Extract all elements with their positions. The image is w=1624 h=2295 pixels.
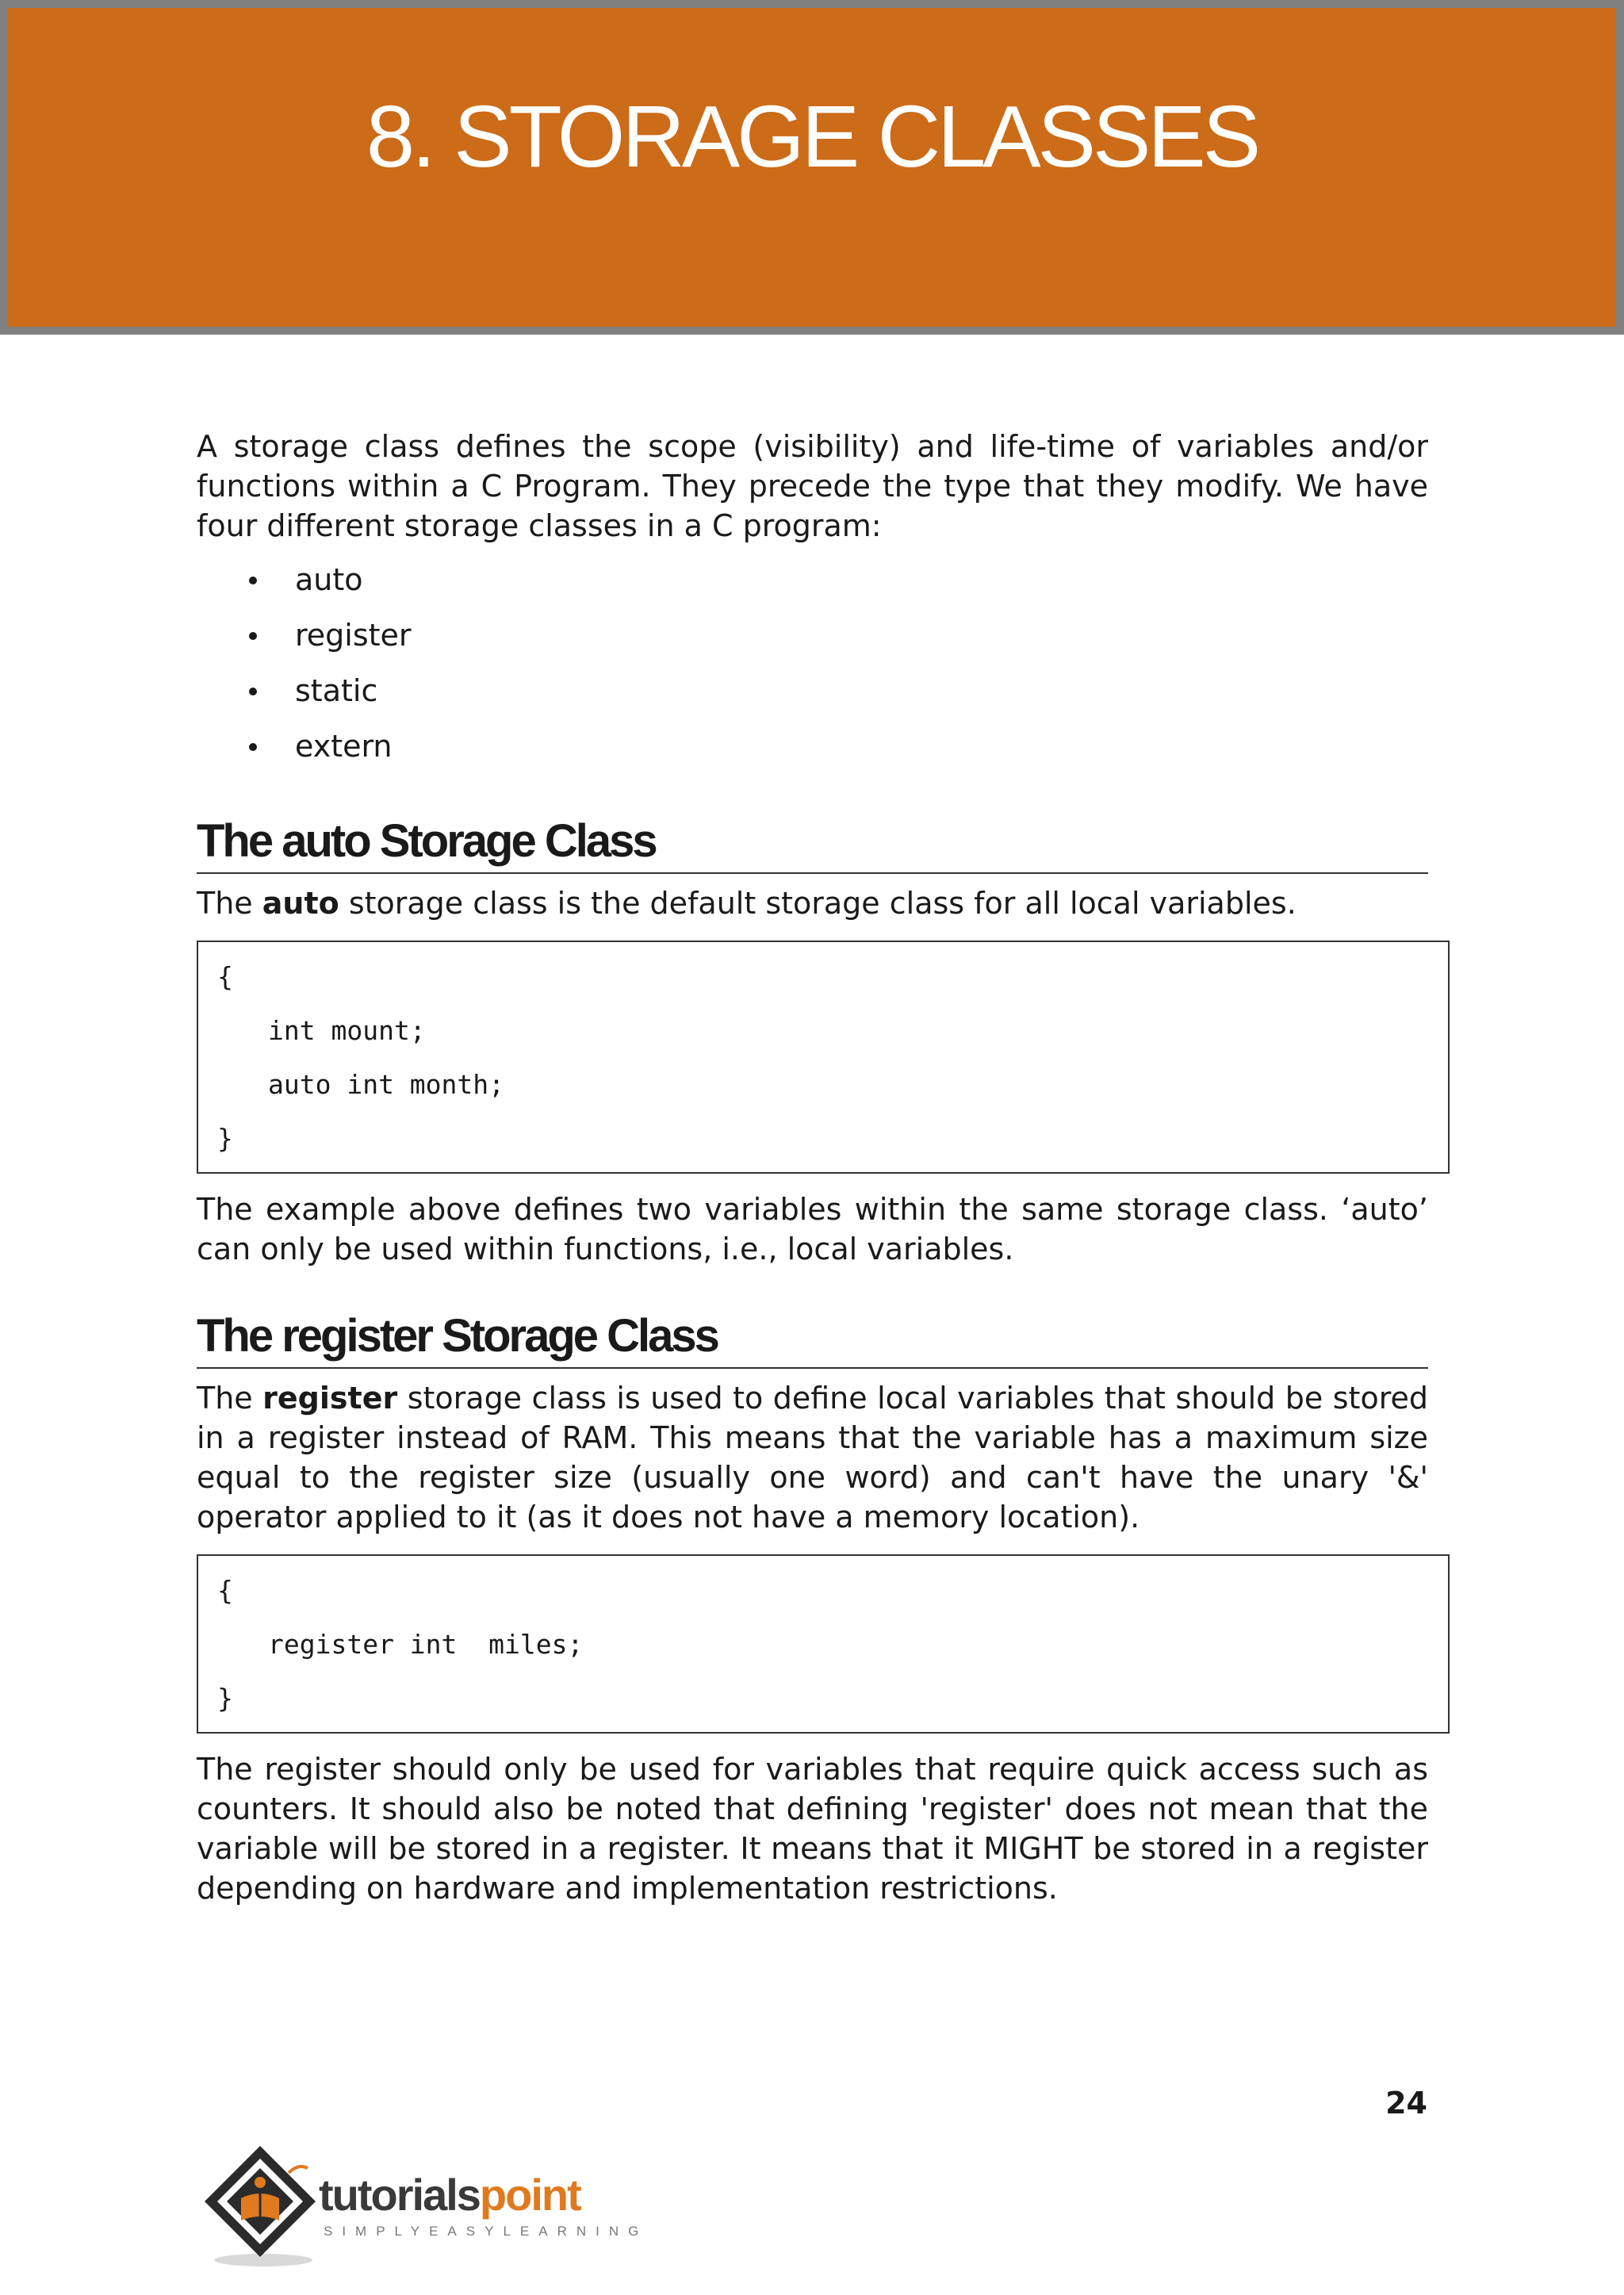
intro-paragraph: A storage class defines the scope (visibility) and life-time of variables and/or functions within a C Program. They precede the type that they modify. We have four different storage classes in a C program:	[197, 429, 1428, 543]
auto-section-heading: The auto Storage Class	[197, 814, 1428, 874]
register-code-block	[197, 1554, 1450, 1734]
code-line: {	[217, 961, 233, 992]
list-item: static	[197, 671, 1428, 726]
logo-tagline: SIMPLYEASYLEARNING	[324, 2224, 649, 2239]
code-line: auto int month;	[268, 1069, 505, 1100]
page-content	[197, 427, 1428, 1908]
list-item: auto	[197, 560, 1428, 615]
code-line: }	[217, 1123, 233, 1154]
list-item: register	[197, 615, 1428, 671]
page-number: 24	[1385, 2086, 1427, 2121]
code-line: register int miles;	[268, 1629, 584, 1660]
logo-diamond-icon	[197, 2141, 324, 2268]
storage-class-list	[197, 560, 1428, 782]
auto-explanation: The example above defines two variables within the same storage class. ‘auto’ can only be used within functions, i.e., local variables.	[197, 1192, 1428, 1266]
auto-keyword: auto	[262, 886, 339, 921]
auto-code-block	[197, 941, 1450, 1174]
register-keyword: register	[262, 1381, 398, 1416]
code-line: int mount;	[268, 1015, 426, 1046]
tutorialspoint-logo	[197, 2141, 649, 2276]
register-description: The register storage class is used to define local variables that should be stored in a register instead of RAM. This means that the variable has a maximum size equal to the register size (usually one word) and can't have the unary '&' operator applied to it (as it does not have a memory location).	[197, 1381, 1428, 1534]
chapter-title: 8. STORAGE CLASSES	[366, 88, 1258, 186]
code-line: }	[217, 1683, 233, 1714]
logo-wordmark: tutorialspoint	[319, 2170, 580, 2220]
register-explanation: The register should only be used for variables that require quick access such as counters. It should also be noted that defining 'register' does not mean that the variable will be stored in a register. It means that it MIGHT be stored in a register depending on hardware and implementation restrictions.	[197, 1752, 1428, 1906]
code-line: {	[217, 1575, 233, 1606]
list-item: extern	[197, 726, 1428, 782]
chapter-banner	[0, 0, 1624, 335]
register-section-heading: The register Storage Class	[197, 1308, 1428, 1369]
auto-description: The auto storage class is the default storage class for all local variables.	[197, 886, 1297, 921]
